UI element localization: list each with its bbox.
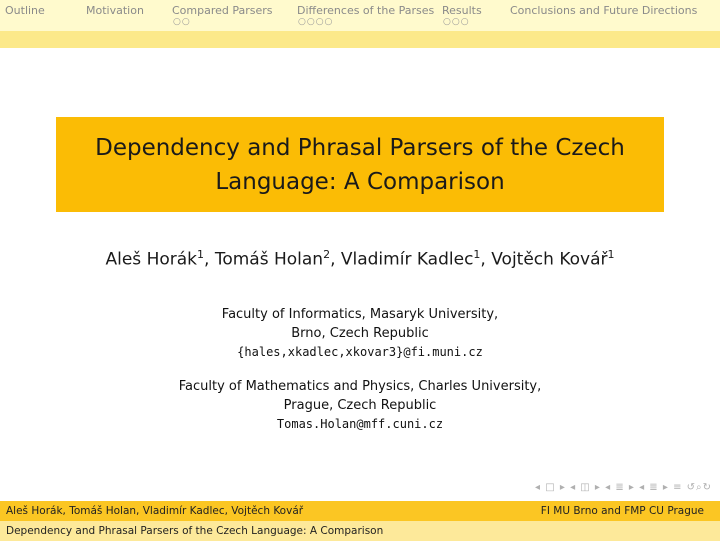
footer-title: Dependency and Phrasal Parsers of the Czech Language: A Comparison xyxy=(6,525,384,537)
footer-institute: FI MU Brno and FMP CU Prague xyxy=(540,505,704,517)
institution-1 xyxy=(0,305,720,362)
frame-nav-icon[interactable]: ◂ □ ▸ xyxy=(535,482,566,493)
institution-email: {hales,xkadlec,xkovar3}@fi.muni.cz xyxy=(237,345,483,359)
nav-item-conclusions[interactable]: Conclusions and Future Directions xyxy=(510,4,698,17)
author-affiliation: 1 xyxy=(473,248,481,261)
institution-city: Prague, Czech Republic xyxy=(283,398,437,413)
author-name: Vojtěch Kovář xyxy=(491,249,608,270)
footer-authors: Aleš Horák, Tomáš Holan, Vladimír Kadlec, Vojtěch Kovář xyxy=(6,505,304,517)
institution-name: Faculty of Informatics, Masaryk University, xyxy=(221,307,499,322)
nav-dots-results[interactable]: ○○○ xyxy=(443,17,470,27)
search-icon[interactable]: ↺⌕↻ xyxy=(686,482,712,493)
institution-city: Brno, Czech Republic xyxy=(291,326,429,341)
subsubsection-nav-icon[interactable]: ◂ ≣ ▸ xyxy=(639,482,669,493)
navigation-symbols xyxy=(535,482,712,493)
section-navigation xyxy=(0,0,720,31)
author-affiliation: 2 xyxy=(323,248,331,261)
section-nav-icon[interactable]: ◂ ≣ ▸ xyxy=(605,482,635,493)
author-affiliation: 1 xyxy=(607,248,615,261)
institution-2 xyxy=(0,377,720,434)
align-icon[interactable]: ≡ xyxy=(673,482,683,493)
slide-title: Dependency and Phrasal Parsers of the Czech Language: A Comparison xyxy=(95,134,625,195)
nav-item-results[interactable]: Results xyxy=(442,4,482,17)
nav-item-motivation[interactable]: Motivation xyxy=(86,4,144,17)
footer-author-bar xyxy=(0,501,720,521)
title-box xyxy=(56,117,664,212)
nav-item-compared-parsers[interactable]: Compared Parsers xyxy=(172,4,273,17)
nav-item-differences[interactable]: Differences of the Parses xyxy=(297,4,435,17)
subsection-nav-icon[interactable]: ◂ ◫ ▸ xyxy=(570,482,601,493)
nav-dots-compared-parsers[interactable]: ○○ xyxy=(173,17,191,27)
nav-band xyxy=(0,31,720,48)
author-name: Tomáš Holan xyxy=(214,249,324,270)
author-list: Aleš Horák$^1$, Tomáš Holan$^2$, Vladimír Kadlec$^1$, Vojtěch Kovář$^1$ xyxy=(105,248,615,270)
author-name: Vladimír Kadlec xyxy=(340,249,474,270)
institution-name: Faculty of Mathematics and Physics, Charles University, xyxy=(178,379,542,394)
footer-title-bar xyxy=(0,521,720,541)
nav-item-outline[interactable]: Outline xyxy=(5,4,45,17)
institution-email: Tomas.Holan@mff.cuni.cz xyxy=(276,417,444,431)
author-affiliation: 1 xyxy=(197,248,205,261)
nav-dots-differences[interactable]: ○○○○ xyxy=(298,17,334,27)
author-name: Aleš Horák xyxy=(105,249,198,270)
